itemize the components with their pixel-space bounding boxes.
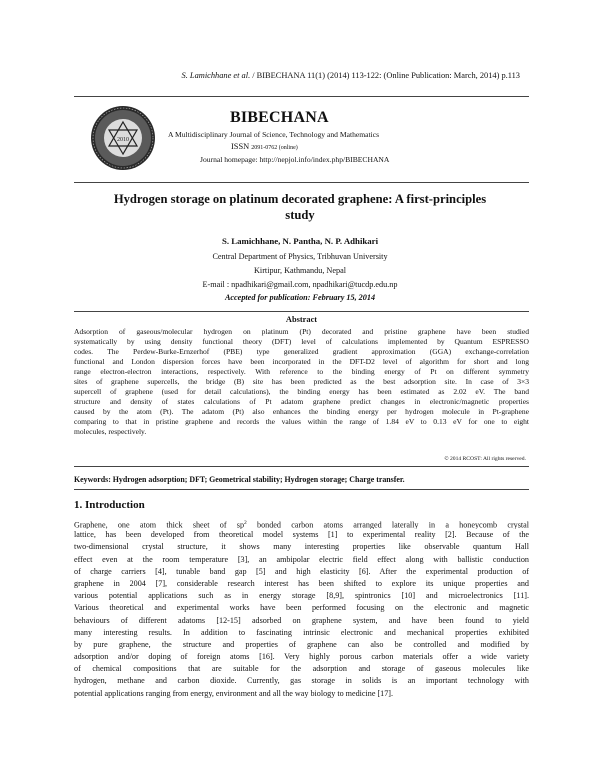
abstract-line: caused by the atom (Pt). The adatom (Pt) also enhances the binding energy per hydrogen molecule in Pt-graphene	[74, 407, 529, 417]
body-line: of chemical compositions that are suitable for the adsorption and storage of gaseous molecules like	[74, 664, 529, 674]
author-email[interactable]: E-mail : npadhikari@gmail.com, npadhikari@tucdp.edu.np	[202, 280, 398, 289]
body-line: effect even at the room temperature [3], an ambipolar electric field effect along with ballistic conduction	[74, 554, 529, 564]
abstract-line: structure and density of states calculations of Pt adatom graphene predict changes in electronic/magnetic properties	[74, 397, 529, 407]
keywords: Keywords: Hydrogen adsorption; DFT; Geometrical stability; Hydrogen storage; Charge transfer.	[74, 475, 405, 484]
author-location: Kirtipur, Kathmandu, Nepal	[254, 266, 346, 275]
journal-subtitle: A Multidisciplinary Journal of Science, Technology and Mathematics	[168, 130, 380, 139]
body-line: various potential applications such as in energy storage [8,9], spintronics [10] and microelectronics [11].	[74, 591, 529, 601]
issn-number: 2091-0762 (online)	[251, 145, 298, 151]
author-affiliation: Central Department of Physics, Tribhuvan University	[212, 252, 388, 261]
article-title-line-1: Hydrogen storage on platinum decorated graphene: A first-principles	[113, 192, 487, 206]
section-heading-introduction: 1. Introduction	[74, 499, 145, 511]
journal-homepage-link[interactable]: Journal homepage: http://nepjol.info/index.php/BIBECHANA	[200, 155, 390, 164]
article-authors: S. Lamichhane, N. Pantha, N. P. Adhikari	[221, 236, 379, 246]
introduction-body	[74, 517, 529, 700]
abstract-line: molecules, respectively.	[74, 427, 147, 437]
abstract-line: supercell of graphene (used for detail calculations), the binding energy has been estimated as 2.02 eV. The band	[74, 387, 529, 397]
abstract-line: codes. The Perdew-Burke-Ernzerhof (PBE) type generalized gradient approximation (GGA) exchange-correlation	[74, 347, 529, 357]
journal-issn	[231, 142, 298, 151]
journal-seal-logo	[90, 105, 156, 171]
accepted-date: Accepted for publication: February 15, 2014	[224, 293, 376, 302]
abstract-line: range electron-electron interactions, respectively. With reference to the binding energy of Pt on different symmetry	[74, 367, 529, 377]
journal-name: BIBECHANA	[230, 109, 329, 126]
issn-label: ISSN	[231, 142, 250, 151]
svg-text:2010: 2010	[117, 137, 129, 143]
body-line: adsorption and/or doping of foreign atoms [16]. Very highly porous carbon materials offer a wide variety	[74, 652, 529, 662]
body-line-text: Graphene, one atom thick sheet of sp	[74, 520, 245, 530]
abstract-line: sites of graphene supercells, the bridge (B) site has been predicted as the best adsorption site. In case of 3×3	[74, 377, 529, 387]
article-title-line-2: study	[285, 208, 315, 222]
body-line: behaviours of different adatoms [12-15] adsorbed on graphene system, and have been found to yield	[74, 615, 529, 625]
body-line-text: bonded carbon atoms arranged laterally in a honeycomb crystal	[246, 520, 529, 530]
abstract-line: functional and London dispersion forces have been incorporated in the DFT-D2 level of algorithm for short and long	[74, 357, 529, 367]
running-head-authors: S. Lamichhane et al.	[181, 71, 251, 80]
body-line: two-dimensional crystal structure, it shows many interesting properties like observable quantum Hall	[74, 542, 529, 552]
superscript: 2	[244, 520, 247, 526]
body-line: by pure graphene, the structure and properties of graphene can also be controlled and modified by	[74, 639, 529, 649]
abstract-heading: Abstract	[285, 315, 318, 324]
running-head-citation: / BIBECHANA 11(1) (2014) 113-122: (Online Publication: March, 2014) p.113	[250, 71, 520, 80]
body-line: graphene in 2004 [7], considerable research interest has been shifted to explore its unique properties and	[74, 578, 529, 588]
abstract-body	[74, 327, 529, 438]
body-line: of charge carriers [4], tunable band gap [5] and high elasticity [6]. After the experimental production of	[74, 566, 529, 576]
running-head	[90, 71, 520, 80]
body-line: lattice, has been developed from theoretical model systems [1] to experimental reality [2]. Because of the	[74, 530, 529, 540]
body-line: Various theoretical and experimental works have been performed focusing on the electronic and magnetic	[74, 603, 529, 613]
body-line	[74, 517, 529, 529]
abstract-line: Adsorption of gaseous/molecular hydrogen on platinum (Pt) decorated and pristine graphene have been studied	[74, 327, 529, 336]
abstract-line: systematically by using density functional theory (DFT) level of calculations implemented by Quantum ESPRESSO	[74, 337, 529, 347]
body-line: hydrogen, methane and carbon dioxide. Currently, gas storage in solids is an important technology with	[74, 676, 529, 686]
article-title	[78, 191, 522, 223]
body-line: many interesting results. In addition to fascinating intrinsic electronic and mechanical properties exhibited	[74, 627, 529, 637]
keywords-divider	[74, 489, 529, 490]
abstract-line: comparing to that in pristine graphene and records the values within the range of 1.84 eV to 0.13 eV for one to eight	[74, 417, 529, 427]
copyright-notice: © 2014 RCOST: All rights reserved.	[444, 456, 526, 462]
body-line: potential applications ranging from energy, environment and all the way biology to medicine [17].	[74, 688, 394, 698]
